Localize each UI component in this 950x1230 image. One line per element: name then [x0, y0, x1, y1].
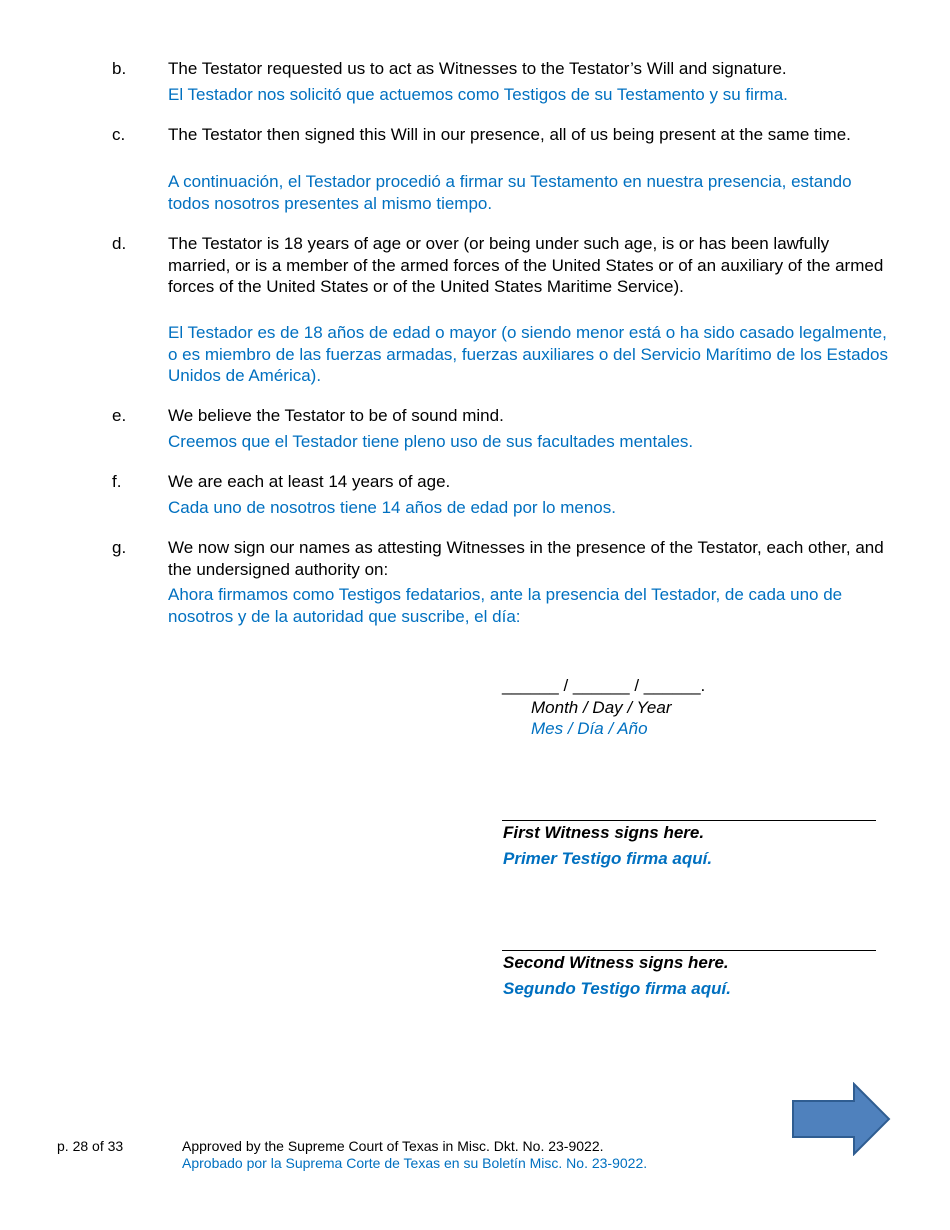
- clause-text-es: Creemos que el Testador tiene pleno uso de sus facultades mentales.: [168, 432, 694, 451]
- clause-letter: g.: [112, 538, 127, 557]
- clause-text-es: El Testador es de 18 años de edad o mayor (o siendo menor está o ha sido casado legalmente, o es miembro de las fuerzas armadas, fuerzas auxiliares o del Servicio Marítimo de los Estados Unidos de América).: [168, 323, 888, 385]
- clause-text-en: We now sign our names as attesting Witnesses in the presence of the Testator, each other, and the undersigned authority on:: [168, 538, 884, 579]
- first-witness-label-en: First Witness signs here.: [503, 823, 705, 842]
- approval-note-es: Aprobado por la Suprema Corte de Texas en su Boletín Misc. No. 23-9022.: [182, 1155, 648, 1171]
- second-witness-signature-line[interactable]: [502, 950, 876, 951]
- clause-text-en: The Testator requested us to act as Witnesses to the Testator’s Will and signature.: [168, 59, 787, 78]
- clause-text-en: We believe the Testator to be of sound mind.: [168, 406, 504, 425]
- right-arrow-icon: [790, 1082, 892, 1156]
- clause-letter: f.: [112, 472, 122, 491]
- next-page-arrow-icon[interactable]: [790, 1082, 892, 1156]
- clause-text-en: The Testator is 18 years of age or over (or being under such age, is or has been lawfully married, or is a member of the armed forces of the United States or of an auxiliary of the armed forces of the United States or of the United States Maritime Service).: [168, 234, 884, 296]
- page-number: p. 28 of 33: [57, 1138, 124, 1154]
- clause-text-es: Cada uno de nosotros tiene 14 años de edad por lo menos.: [168, 498, 616, 517]
- clause-letter: c.: [112, 125, 126, 144]
- clause-text-es: Ahora firmamos como Testigos fedatarios, ante la presencia del Testador, de cada uno de nosotros y de la autoridad que suscribe, el día:: [168, 585, 843, 626]
- date-blank[interactable]: ______ / ______ / ______.: [502, 676, 706, 695]
- first-witness-label-es: Primer Testigo firma aquí.: [503, 849, 713, 868]
- arrow-shape: [793, 1084, 889, 1154]
- date-label-en: Month / Day / Year: [531, 698, 672, 717]
- clause-text-en: The Testator then signed this Will in our presence, all of us being present at the same time.: [168, 125, 851, 144]
- first-witness-signature-line[interactable]: [502, 820, 876, 821]
- clause-letter: b.: [112, 59, 127, 78]
- clause-text-en: We are each at least 14 years of age.: [168, 472, 451, 491]
- clause-letter: e.: [112, 406, 127, 425]
- second-witness-label-es: Segundo Testigo firma aquí.: [503, 979, 731, 998]
- second-witness-label-en: Second Witness signs here.: [503, 953, 729, 972]
- clause-letter: d.: [112, 234, 127, 253]
- approval-note-en: Approved by the Supreme Court of Texas in Misc. Dkt. No. 23-9022.: [182, 1138, 604, 1154]
- clause-text-es: El Testador nos solicitó que actuemos como Testigos de su Testamento y su firma.: [168, 85, 788, 104]
- date-label-es: Mes / Día / Año: [531, 719, 648, 738]
- clause-text-es: A continuación, el Testador procedió a firmar su Testamento en nuestra presencia, estando todos nosotros presentes al mismo tiempo.: [168, 172, 852, 213]
